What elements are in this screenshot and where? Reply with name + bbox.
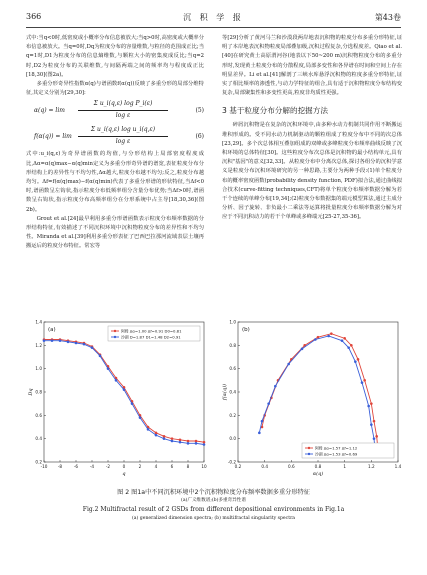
panel-b-series-point [287,363,290,366]
panel-a-xtick-label: -2 [105,464,111,469]
formula-5 [26,98,204,124]
left-column [26,34,204,252]
panel-a-series-point [107,367,110,370]
panel-a-ytick-label: 1.2 [35,342,42,348]
panel-b-series-point [354,360,357,363]
panel-a-xtick-label: -10 [40,464,48,469]
panel-b-legend-marker [308,453,310,455]
panel-b-series-point [301,348,304,351]
panel-b-series-point [274,385,277,388]
panel-a-series-point [203,441,206,444]
panel-a-series-point [187,442,190,445]
formula-6 [26,124,204,150]
left-para-2: 多重分形奇异性指数α(q)与谱函数f(α(q))反映了多重分形的局部分维特征,其定义分别为[29,30]: [26,81,204,97]
panel-a-series-point [163,435,166,438]
left-para-4: Grout et al.[24]最早利用多重分形谱函数表示粒度分布频率数据的分形结构特征,有效描述了不同沉积环境中沉积物粒度分布的差异性和不均匀性。Miranda et al.[39]利用多重分形表征了巴西巴拉那河流域表层土壤再搬运后的粒度分布特征。常宏等 [26,215,204,250]
panel-a-series-point [195,440,198,443]
panel-b-series-point [373,437,376,440]
panel-a-series-point [139,416,142,419]
figure-caption-cn: 图 2 图1a中不同沉积环境中2个沉积物粒度分布频率数据多重分形特征 [117,489,310,496]
panel-a-series-point [155,432,158,435]
panel-a-series-point [147,428,150,431]
right-para-2: 碎屑沉积物是在复杂的沉积环境中,由多种水动力机制共同作用不断搬运堆积形成的。受不同水动力机制驱动的颗粒组成了粒度分布中不同的次总体[23,29]。多个次总体相互叠加组成的双峰或多峰粒度分布频率曲线反映了沉积环境的总体特征[30]。这些粒度分布次总体是沉积物的最小结构单元,具有沉积"基因"的意义[32,33]。从粒度分布中分离次总体,探讨各组分的沉积学意义是粒度分布沉积环境研究的另一种思路,主要分为两种手段:(1)单个粒度分布的概率密度函数(probability density function, PDF)拟合法,通过曲线拟合技术(curve-fitting techniques,CFT)将单个粒度分布频率数据分解为若干个连续的单峰分布[19,34];(2)粒度分布数据集的端元模型算法,通过主成分分析、因子旋转、非负最小二乘法等运算将批量粒度分布频率数据分解为对应于不同沉积动力的若干个单峰或多峰端元[25-27,35-36]。 [222,122,402,221]
panel-b-ytick-label: 0.2 [229,412,236,418]
journal-title: 沉 积 学 报 [183,13,244,22]
panel-a-series-point [155,434,158,437]
panel-b-ytick-label: 0.6 [229,366,236,372]
panel-a-series-point [195,442,198,445]
panel-b-xtick-label: 1.2 [367,464,375,469]
panel-a-series-line-1 [44,341,204,445]
panel-b-series-point [341,339,344,342]
panel-b-series-line-0 [262,334,378,451]
formula-6-lhs: f(α(q)) = lim [34,133,72,141]
panel-a-series-point [83,343,86,346]
panel-a-series-point [179,441,182,444]
section-title: 3 基于粒度分布分解的挖掘方法 [222,106,328,116]
panel-a-series-point [203,443,206,446]
panel-b-series-point [363,379,366,382]
right-column [222,34,402,223]
formula-5-number: (5) [195,107,204,115]
formula-6-fraction [78,125,168,145]
panel-b-series-point [347,346,350,349]
panel-b-ytick-label: 0.8 [229,342,236,348]
panel-b-series-point [343,337,346,340]
panel-b-series-point [314,338,317,341]
panel-a-xtick-label: 8 [186,464,190,469]
panel-a-xlabel: q [122,471,126,477]
panel-a-xtick-label: 0 [122,464,126,469]
panel-b-series-point [357,358,360,361]
panel-b-ytick-label: 0.4 [229,389,236,395]
panel-b-series-point [258,432,261,435]
panel-a-series-point [51,339,54,342]
panel-a-series-point [99,355,102,358]
formula-5-numerator: Σ u_i(q,ε) log P_i(ε) [78,99,168,110]
figure-subcaption-en: (a) generalized dimension spectra; (b) multifractal singularity spectra [132,516,295,521]
panel-a-ytick-label: 0.2 [35,459,42,465]
panel-b-series-point [375,435,378,438]
volume-label: 第43卷 [374,13,401,22]
panel-b-series-point [267,402,270,405]
panel-a-series-point [59,339,62,342]
page-header [26,12,401,26]
panel-a-xtick-label: 2 [138,464,142,469]
panel-a-series-point [123,388,126,391]
panel-a-label: (a) [48,327,56,333]
panel-a-ytick-label: 0.4 [35,436,42,442]
panel-b-series-point [317,336,320,339]
panel-b-series-point [330,332,333,335]
page-number: 366 [26,12,42,21]
figure-caption-en: Fig.2 Multifractal result of 2 GSDs from different depositional environments in Fig.1a [82,506,345,513]
formula-5-lhs: α(q) = lim [34,107,65,115]
formula-5-fraction [78,99,168,119]
panel-a-series-point [43,339,46,342]
formula-5-denominator: log ε [115,111,131,119]
panel-a-xtick-label: 4 [154,464,158,469]
panel-a-ytick-label: 0.8 [35,389,42,395]
panel-b-series-line-1 [259,336,375,453]
panel-a-legend-text: 阿姆 Δα=1.00 Δf=0.91 D0=0.81 [121,328,182,334]
panel-b-xtick-label: 1.4 [394,464,402,469]
panel-a-legend-text: 沙湖 D=1.87 D1=1.48 D2=0.91 [121,334,181,340]
panel-b-xtick-label: 1 [343,464,347,469]
right-para-1: 等[29]分析了黄河马兰和沙漠段两岸地表沉积物的粒度分布多重分形特征,证明了本岸地表沉积物粒度局部叠加级,沉积过程复杂,分选程度差。Qiao et al.[40]在研究黄土高原渭河谷(地表以下50~200 m)沉积物粒度分布的多重分形时,发现黄土粒度分布的分散程度,局部多变性和各异谱在时间和空间上存在明显差异。Li et al.[41]解剖了三峡水库悬浮沉积物的粒度多重分形特征,证实了相比频率的渗透性,与动力学特征的组合,具有适于沉积物粒度分布结构变复杂,局部聚集性和多变性更高,粒度非均质性更强。 [222,35,402,97]
panel-a-series-point [171,437,174,440]
panel-a-series-point [171,440,174,443]
left-para-1: 式中:当q<0时,低密度或小概率分布信息被放大;当q>0时,高密度或大概率分布信息被放大。当q=0时,Dq为粒度分布的容量维数,与粒径的范围成正比;当q=1时,D1为粒度分布的信息熵维数,与颗粒大小的密集度成反比;当q=2时,D2为粒度分布的关联维数,与间隔两端之间的频率均与程度成正比[18,30](图2a)。 [26,35,204,78]
panel-b-xtick-label: 0.4 [261,464,269,469]
panel-b-label: (b) [242,327,250,333]
panel-b-xtick-label: 0.8 [314,464,322,469]
panel-a-series-point [75,342,78,345]
panel-b-ytick-label: -0.2 [227,459,236,465]
panel-a-series-point [187,440,190,443]
panel-a-series-point [115,379,118,382]
panel-b-series-point [327,335,330,338]
panel-a-xtick-label: -6 [73,464,79,469]
panel-a-legend-marker [114,330,116,332]
panel-a-series-point [179,439,182,442]
panel-b-xtick-label: 0.2 [234,464,242,469]
header-rule [26,27,401,28]
panel-a-series-point [67,341,70,344]
panel-a-ytick-label: 0.6 [35,412,42,418]
formula-6-number: (6) [195,133,204,141]
panel-a-ylabel: Dq [28,388,34,396]
panel-b-series-point [350,344,353,347]
panel-a-xtick-label: -4 [89,464,95,469]
panel-b-series-point [261,420,264,423]
figure-2 [26,316,402,482]
figure-subcaption-cn: (a)广义维数谱;(b)多重奇异性谱 [181,498,246,503]
panel-a-ytick-label: 1.0 [35,366,42,372]
panel-b-series-point [373,420,376,423]
panel-b-ylabel: f(α(q)) [222,383,228,401]
panel-b-series-point [361,381,364,384]
panel-b-series-point [370,402,373,405]
panel-b-series-point [370,423,373,426]
panel-a-xtick-label: 10 [201,464,207,469]
panel-b-legend-text: 阿姆 Δα=1.57 Δf=1.12 [315,445,358,451]
panel-b-xtick-label: 0.6 [287,464,295,469]
panel-b-series-point [367,405,370,408]
panel-b-ytick-label: 0.0 [229,436,236,442]
left-para-3: 式中:u_i(q,ε)为奇异谱函数的均值,与分形结构上局部密度程度成比,Δα=α(q)max−α(q)min定义为多重分形奇异谱的谱宽,表征粒度分布分形结构上的差异性与不均匀性,Δα越大,粒度分布越不均匀;反之,粒度分布越均匀。Δf=f(α(q)max)−f(α(q)min)代表了多重分形谱的形状特征,当Δf<0时,谱函数呈左钩状,指示粒度分布低频率组分含量分布优势;当Δf>0时,谱函数呈右钩状,指示粒度分布高频率组分在分形系统中占主导[18,30,36](图2b)。 [26,151,204,213]
panel-b-legend-text: 沙湖 Δα=1.53 Δf=0.69 [315,451,358,457]
panel-a-series-point [91,346,94,349]
panel-a-series-point [163,437,166,440]
panel-a-ytick-label: 1.4 [35,319,42,325]
panel-a-xtick-label: 6 [170,464,174,469]
panel-a-series-point [131,402,134,405]
formula-6-numerator: Σ u_i(q,ε) log u_i(q,ε) [78,125,168,136]
panel-b-xlabel: α(q) [312,471,324,477]
formula-6-denominator: log ε [115,137,131,145]
panel-a-xtick-label: -8 [57,464,63,469]
figure-2-plots [26,316,402,482]
panel-b-legend-marker [308,447,310,449]
panel-a-legend-marker [114,336,116,338]
panel-b-ytick-label: 1.0 [229,319,236,325]
